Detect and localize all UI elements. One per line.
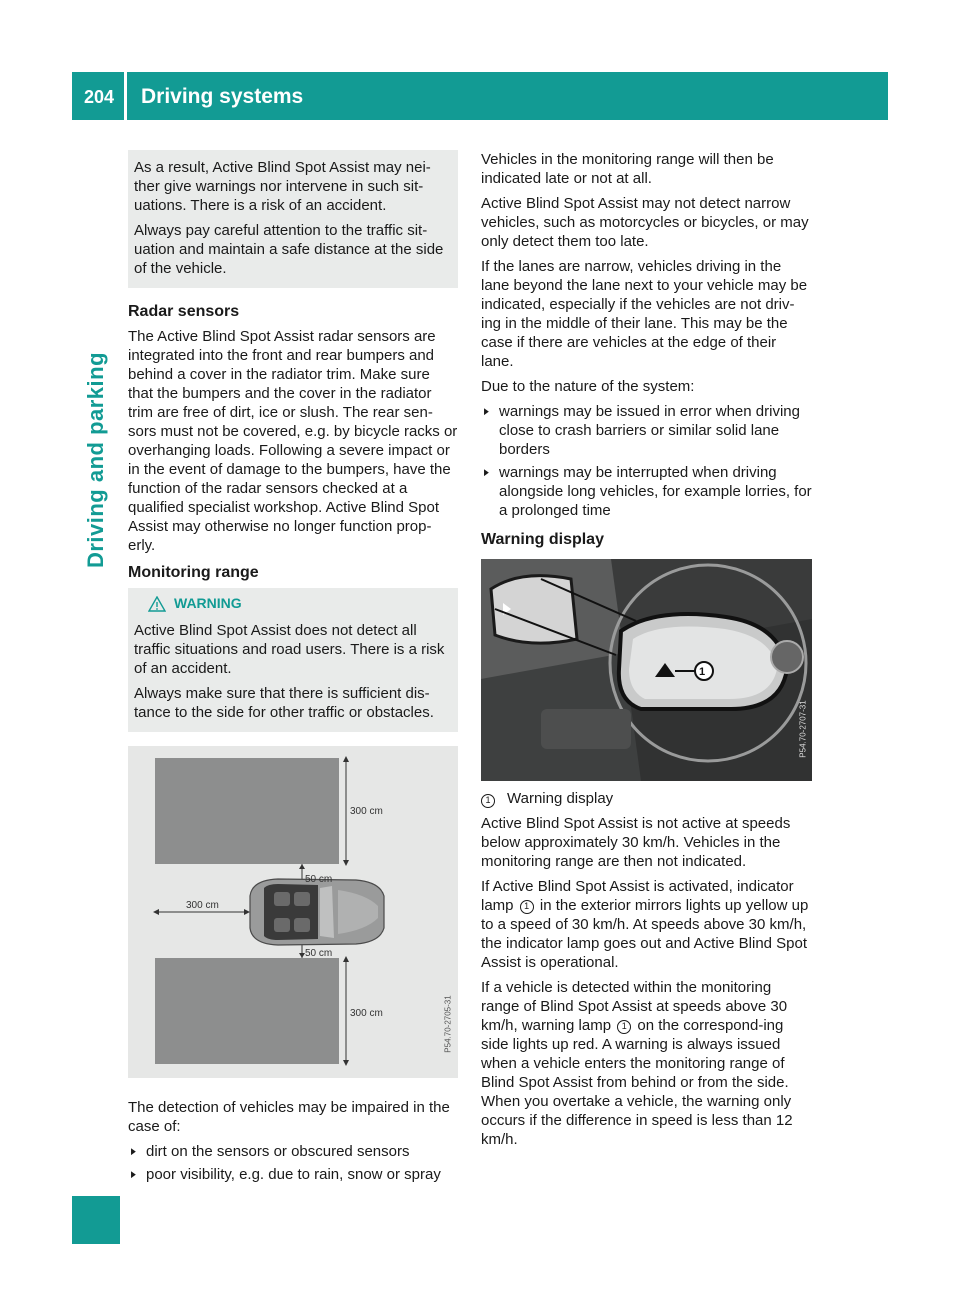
legend-text: Warning display	[507, 790, 614, 807]
figure-code: P54.70-2705-31	[443, 995, 453, 1053]
warning-text: Active Blind Spot Assist does not detect all traffic situations and road users. There is a risk of an accident.	[134, 622, 445, 677]
side-tab-block	[72, 1196, 120, 1244]
list-item: ▶ warnings may be issued in error when driving close to crash barriers or similar solid lane borders	[481, 402, 812, 459]
text-fragment: If a vehicle is detected within the monitoring range of Blind Spot Assist at speeds above 30 km/h, warning lamp	[481, 979, 788, 1034]
system-list	[481, 402, 812, 520]
label-300-bottom: 300 cm	[350, 1008, 383, 1019]
notice-text: Always pay careful attention to the traffic sit-uation and maintain a safe distance at the side of the vehicle.	[134, 222, 444, 277]
arrowhead	[244, 909, 250, 915]
door-handle	[541, 709, 631, 749]
body-paragraph: If the lanes are narrow, vehicles driving in the lane beyond the lane next to your vehicle may be indicated, especially if the vehicles are not driv-ing in the middle of their lane. This may be the case if there are vehicles at the edge of their lane.	[481, 258, 808, 370]
photo-code: P54.70-2707-31	[798, 700, 808, 758]
side-tab-label: Driving and parking	[83, 351, 108, 569]
zone-side-area	[155, 958, 339, 1064]
arrowhead	[299, 864, 305, 869]
body-paragraph	[481, 978, 812, 1149]
warning-label: WARNING	[174, 595, 242, 611]
callout-marker: 1	[481, 794, 495, 808]
arrowhead	[343, 956, 349, 962]
mirror-photo	[481, 559, 812, 781]
arrowhead	[153, 909, 159, 915]
zone-rear-area	[155, 758, 339, 864]
warning-box	[128, 588, 458, 732]
notice-text: As a result, Active Blind Spot Assist may nei-ther give warnings nor intervene in such sit-uations. There is a risk of an accident.	[134, 159, 431, 214]
list-item: ▶ warnings may be interrupted when driving alongside long vehicles, for example lorries, for a prolonged time	[481, 463, 812, 520]
detection-intro: The detection of vehicles may be impaired in the case of:	[128, 1099, 450, 1135]
radar-heading: Radar sensors	[128, 303, 240, 320]
label-50-bottom: 50 cm	[305, 948, 333, 959]
list-item: ▶ poor visibility, e.g. due to rain, snow or spray	[128, 1165, 458, 1184]
header-separator	[124, 72, 127, 120]
body-paragraph: Active Blind Spot Assist may not detect narrow vehicles, such as motorcycles or bicycles, or may only detect them too late.	[481, 195, 809, 250]
warning-display-heading: Warning display	[481, 531, 604, 548]
list-item: ▶ dirt on the sensors or obscured sensors	[128, 1142, 458, 1161]
callout-number: 1	[699, 666, 706, 678]
label-300-side: 300 cm	[186, 900, 219, 911]
page-number: 204	[84, 87, 115, 107]
monitoring-heading: Monitoring range	[128, 564, 259, 581]
legend-item	[481, 789, 812, 808]
warning-header	[148, 594, 452, 613]
text-fragment: If Active Blind Spot Assist is activated, indicator lamp	[481, 878, 794, 914]
speaker-grille	[771, 641, 803, 673]
right-column	[481, 150, 812, 1155]
radar-body: The Active Blind Spot Assist radar sensors are integrated into the front and rear bumpers and behind a cover in the radiator trim. Make sure that the bumpers and the cover in the radiator trim are free of dirt, ice or slush. The rear sen-sors must not be covered, e.g. by bicycle racks or overhanging loads. Following a severe impact or in the event of damage to the bumpers, have the function of the radar sensors checked at a qualified specialist workshop. Active Blind Spot Assist may otherwise no longer function prop-erly.	[128, 328, 458, 554]
arrowhead	[343, 1060, 349, 1066]
text-fragment: on the correspond-ing side lights up red. A warning is always issued when a vehicle enters the monitoring range of Blind Spot Assist from behind or from the side. When you overtake a vehicle, the warning only occurs if the difference in speed is less than 12 km/h.	[481, 1017, 793, 1148]
detection-list	[128, 1142, 458, 1184]
arrowhead	[343, 860, 349, 866]
text-fragment: in the exterior mirrors lights up yellow up to a speed of 30 km/h. At speeds above 30 km/h, the indicator lamp goes out and Active Blind Spot Assist is operational.	[481, 897, 809, 971]
monitoring-range-svg	[128, 746, 458, 1078]
notice-box	[128, 150, 458, 288]
body-paragraph	[481, 877, 812, 972]
mirror-photo-svg	[481, 559, 812, 781]
body-paragraph: Due to the nature of the system:	[481, 378, 695, 395]
label-50-top: 50 cm	[305, 874, 333, 885]
monitoring-range-diagram	[128, 746, 458, 1078]
warning-text: Always make sure that there is sufficient dis-tance to the side for other traffic or obstacles.	[134, 685, 434, 721]
body-paragraph: Vehicles in the monitoring range will then be indicated late or not at all.	[481, 151, 774, 187]
warning-triangle-icon	[148, 596, 166, 612]
arrowhead	[343, 756, 349, 762]
section-title: Driving systems	[141, 85, 304, 108]
callout-marker: 1	[520, 900, 534, 914]
body-paragraph: Active Blind Spot Assist is not active at speeds below approximately 30 km/h. Vehicles in the monitoring range are then not indicated.	[481, 815, 791, 870]
callout-marker: 1	[617, 1020, 631, 1034]
label-300-top: 300 cm	[350, 806, 383, 817]
left-column	[128, 150, 458, 1192]
